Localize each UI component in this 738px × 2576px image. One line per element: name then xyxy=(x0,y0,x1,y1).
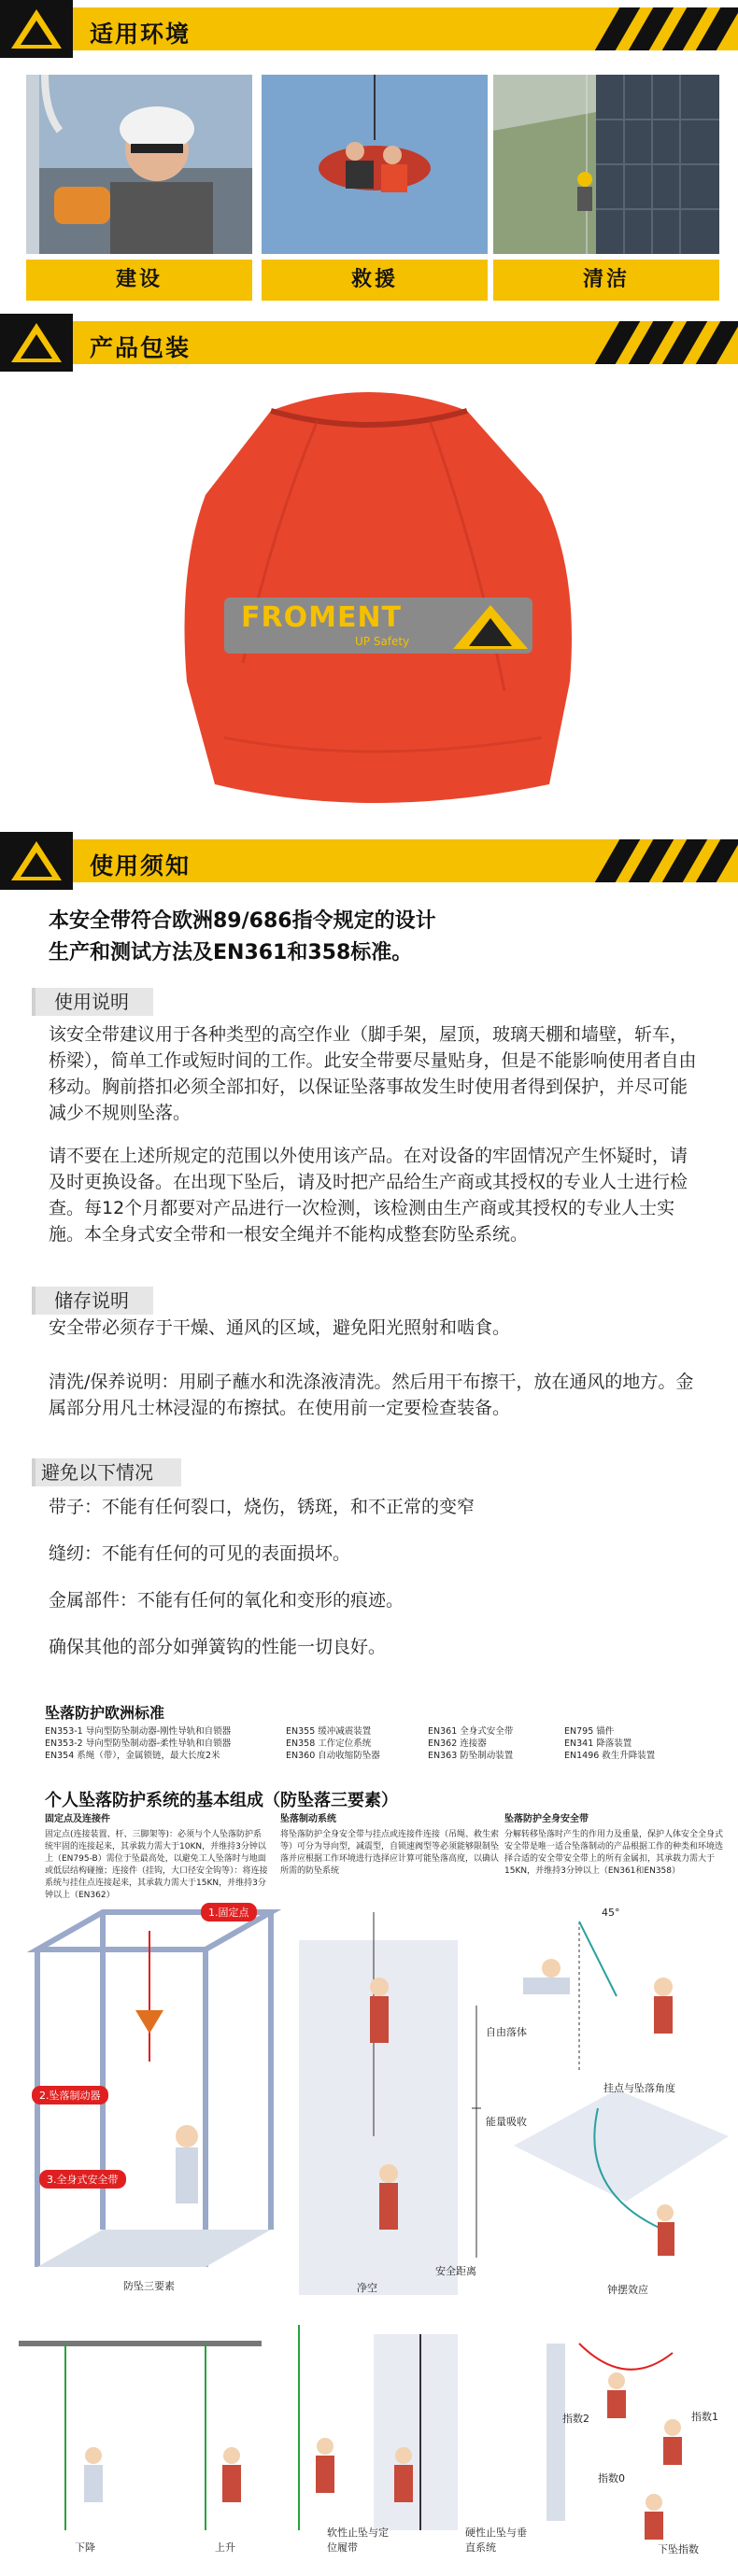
avoid-metal: 金属部件：不能有任何的氧化和变形的痕迹。 xyxy=(49,1590,404,1611)
cleaning-text: 清洗/保养说明：用刷子蘸水和洗涤液清洗。然后用干布擦干，放在通风的地方。金属部分用凡士林浸湿的布擦拭。在使用前一定要检查装备。 xyxy=(49,1372,694,1418)
label-pendulum: 钟摆效应 xyxy=(607,2284,648,2296)
warning-triangle-icon xyxy=(0,832,73,890)
label-soft-rail: 软性止坠与定位履带 xyxy=(327,2527,389,2554)
label-anchor: 1.固定点 xyxy=(201,1903,257,1921)
section-title-pack: 产品包装 xyxy=(90,334,192,361)
bag-subbrand: UP Safety xyxy=(355,635,410,648)
fall-scenarios-diagram xyxy=(19,2316,729,2558)
label-free-fall: 自由落体 xyxy=(486,2026,527,2038)
tag-storage: 储存说明 xyxy=(32,1287,153,1315)
env-label-cleaning: 清洁 xyxy=(493,260,719,301)
label-suspension: 挂点与坠落角度 xyxy=(603,2082,675,2094)
component-anchor: 固定点及连接件 固定点(连接装置、杆、三脚架等)：必须与个人坠落防护系统牢固的连接起来，其承载力需大于10KN，并维持3分钟以上（EN795-B）需位于坠最高处，以避免工人坠落时与地面或低层结构碰撞；连接件（挂钩，大口径安全钩等）：将连接系统与挂住点连接起来，其承载力需大于15KN，并维持3分钟以上（EN362） xyxy=(45,1814,268,1900)
standards-col-2: EN355 缓冲减震装置 EN358 工作定位系统 EN360 自动收缩防坠器 xyxy=(286,1726,380,1761)
label-index-0: 指数0 xyxy=(598,2472,625,2485)
usage-instructions: 该安全带建议用于各种类型的高空作业（脚手架，屋顶，玻璃天棚和墙壁，斩车，桥梁），简单工作或短时间的工作。此安全带要尽量贴身，但是不能影响使用者自由移动。胸前搭扣必须全部扣好，以保证坠落事故发生时使用者得到保护，并尽可能减少不规则坠落。 xyxy=(49,1024,697,1123)
usage-warnings: 请不要在上述所规定的范围以外使用该产品。在对设备的牢固情况产生怀疑时，请及时更换设备。在出现下坠后，请及时把产品给生产商或其授权的专业人士进行检查。每12个月都要对产品进行一次检测，该检测由生产商或其授权的专业人士实施。本全身式安全带和一根安全绳并不能构成整套防坠系统。 xyxy=(49,1146,688,1245)
label-ascend: 上升 xyxy=(215,2541,235,2554)
storage-text: 安全带必须存于干燥、通风的区域，避免阳光照射和啮食。 xyxy=(49,1317,511,1338)
warning-triangle-icon xyxy=(0,0,73,58)
standards-col-3: EN361 全身式安全带 EN362 连接器 EN363 防坠制动装置 xyxy=(428,1726,514,1761)
section-title-usage: 使用须知 xyxy=(90,852,192,880)
section-header-env xyxy=(0,0,738,58)
bag-brand: FROMENT xyxy=(241,601,403,634)
rescue-photo xyxy=(262,75,488,254)
env-label-construction: 建设 xyxy=(26,260,252,301)
label-fall-index: 下坠指数 xyxy=(658,2543,699,2555)
label-index-2: 指数2 xyxy=(562,2413,589,2425)
section-header-pack xyxy=(0,314,738,372)
label-hard-rail: 硬性止坠与垂直系统 xyxy=(465,2527,527,2554)
label-harness: 3.全身式安全带 xyxy=(39,2170,126,2189)
standards-col-4: EN795 锚件 EN341 降落装置 EN1496 救生升降装置 xyxy=(564,1726,656,1761)
avoid-other: 确保其他的部分如弹簧钩的性能一切良好。 xyxy=(49,1637,387,1657)
standards-col-1: EN353-1 导向型防坠制动器-刚性导轨和自锁器 EN353-2 导向型防坠制动器-柔性导轨和自锁器 EN354 系绳（带），金属锁链，最大长度2米 xyxy=(45,1726,232,1761)
components-title: 个人坠落防护系统的基本组成（防坠落三要素） xyxy=(45,1791,398,1810)
label-three-elements: 防坠三要素 xyxy=(123,2280,175,2292)
compliance-headline: 本安全带符合欧洲89/686指令规定的设计 生产和测试方法及EN361和358标准。 xyxy=(49,909,436,964)
section-title-env: 适用环境 xyxy=(90,21,192,48)
avoid-strap: 带子：不能有任何裂口，烧伤，锈斑，和不正常的变窄 xyxy=(49,1497,475,1517)
label-descend: 下降 xyxy=(75,2541,95,2554)
tag-avoid: 避免以下情况 xyxy=(32,1458,181,1486)
avoid-stitching: 缝纫：不能有任何的可见的表面损坏。 xyxy=(49,1543,351,1564)
section-header-usage xyxy=(0,832,738,890)
label-index-1: 指数1 xyxy=(691,2411,718,2423)
component-harness: 坠落防护全身安全带 分解转移坠落时产生的作用力及重量，保护人体安全全身式安全带是唯一适合坠落制动的产品根据工作的种类和环境选择合适的安全带安全带上的所有金属扣，其承载力需大于15KN，并维持3分钟以上（EN361和EN358） xyxy=(504,1814,724,1876)
component-brake: 坠落制动系统 将坠落防护全身安全带与挂点或连接件连接（吊绳、救生索等）可分为导向型，减震型，自锁速阀型等必须能够限制坠落并应根据工作环境进行选择应计算可能坠落高度，以确认所需的防坠系统 xyxy=(280,1814,500,1876)
product-bag-image xyxy=(37,383,701,812)
label-clearance: 净空 xyxy=(357,2282,377,2294)
label-angle: 45° xyxy=(602,1907,620,1919)
label-brake: 2.坠落制动器 xyxy=(32,2086,108,2104)
tag-usage: 使用说明 xyxy=(32,988,153,1016)
fall-protection-diagram xyxy=(19,1893,729,2314)
cleaning-photo xyxy=(493,75,719,254)
standards-title: 坠落防护欧洲标准 xyxy=(45,1704,165,1722)
env-label-rescue: 救援 xyxy=(262,260,488,301)
label-energy: 能量吸收 xyxy=(486,2116,527,2128)
construction-photo xyxy=(26,75,252,254)
warning-triangle-icon xyxy=(0,314,73,372)
label-safe-distance: 安全距离 xyxy=(435,2265,476,2277)
